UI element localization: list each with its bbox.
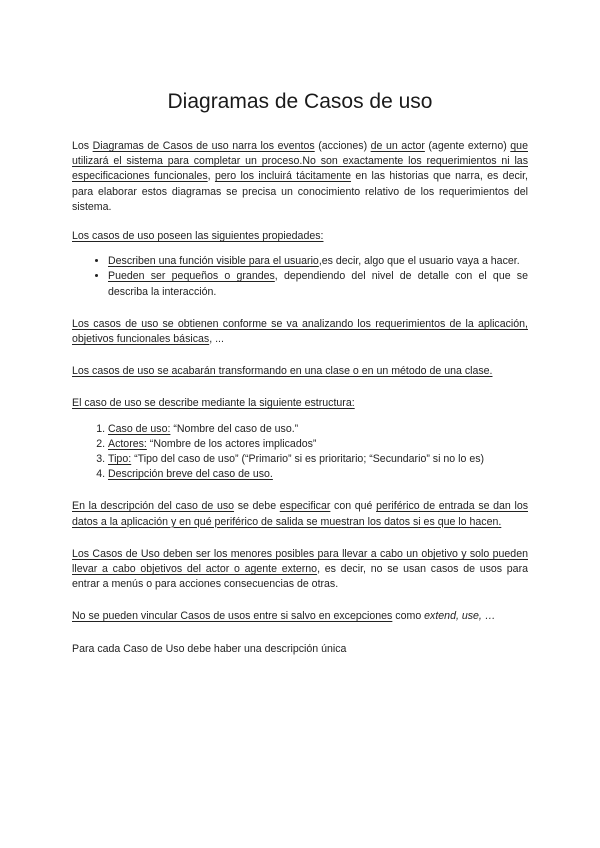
italic-text: extend, use, … bbox=[424, 610, 496, 623]
text-run: se debe bbox=[234, 500, 280, 513]
text-run: , dependiendo del nivel de detalle con el que se describa la interacción. bbox=[108, 270, 528, 298]
underlined-text: especificar bbox=[279, 500, 331, 513]
text-run: Los bbox=[72, 140, 93, 152]
text-run: (agente externo) bbox=[424, 140, 511, 152]
text-run: , bbox=[207, 170, 215, 183]
text-run: como bbox=[392, 610, 425, 623]
underlined-text: En la descripción del caso de uso bbox=[72, 500, 235, 513]
text-run: “Tipo del caso de uso” (“Primario” si es prioritario; “Secundario” si no lo es) bbox=[131, 453, 485, 466]
underlined-text: Los casos de uso se obtienen conforme se va analizando los requerimientos de la aplicación, objetivos funcionales básicas bbox=[72, 317, 528, 346]
link-paragraph bbox=[72, 609, 528, 624]
document-body bbox=[72, 139, 528, 657]
underlined-text: pero los incluirá tácitamente bbox=[214, 170, 352, 183]
underlined-text: Actores: bbox=[108, 437, 147, 450]
underlined-text: que utilizará el sistema para completar un proceso.No son exactamente los requerimientos ni las especificaciones funcionales bbox=[72, 140, 528, 183]
underlined-text: de un actor bbox=[370, 140, 425, 152]
list-item bbox=[108, 467, 528, 482]
text-run: en las historias que narra, es decir, para elaborar estos diagramas se precisa un conocimiento relativo de los requerimientos del sistema. bbox=[72, 170, 528, 213]
underlined-text: Los Casos de Uso deben ser los menores posibles para llevar a cabo un objetivo y solo pueden llevar a cabo objetivos del actor o agente externo bbox=[72, 547, 528, 576]
list-item bbox=[108, 422, 528, 437]
text-run: “Nombre de los actores implicados” bbox=[146, 437, 317, 450]
text-run: con qué bbox=[330, 500, 377, 513]
list-item bbox=[108, 254, 528, 269]
obtain-paragraph bbox=[72, 317, 528, 347]
list-item bbox=[108, 437, 528, 452]
structure-heading bbox=[72, 396, 528, 411]
underlined-text: Los casos de uso se acabarán transformando en una clase o en un método de una clase. bbox=[72, 365, 493, 378]
text-run: “Nombre del caso de uso.” bbox=[170, 422, 299, 435]
list-item bbox=[108, 269, 528, 299]
small-usecases-paragraph bbox=[72, 547, 528, 593]
text-run: , es decir, no se usan casos de usos para entrar a menús o para acciones consecuencias de otras. bbox=[72, 563, 528, 591]
final-paragraph: Para cada Caso de Uso debe haber una descripción única bbox=[72, 642, 347, 655]
underlined-text: El caso de uso se describe mediante la siguiente estructura: bbox=[72, 397, 355, 410]
underlined-text: Diagramas de Casos de uso narra los eventos bbox=[92, 140, 315, 152]
list-item bbox=[108, 452, 528, 467]
properties-list bbox=[72, 254, 528, 300]
text-run: , ... bbox=[209, 333, 224, 346]
underlined-text: Tipo: bbox=[108, 453, 132, 466]
underlined-text: Los casos de uso poseen las siguientes propiedades: bbox=[72, 230, 324, 243]
text-run: (acciones) bbox=[314, 140, 371, 152]
transform-paragraph bbox=[72, 364, 528, 379]
underlined-text: No se pueden vincular Casos de usos entre si salvo en excepciones bbox=[72, 610, 393, 623]
intro-paragraph bbox=[72, 139, 528, 215]
underlined-text: Pueden ser pequeños o grandes bbox=[108, 270, 275, 283]
underlined-text: Descripción breve del caso de uso. bbox=[108, 468, 273, 481]
page-title: Diagramas de Casos de uso bbox=[167, 90, 433, 113]
structure-list bbox=[72, 422, 528, 483]
properties-heading bbox=[72, 229, 528, 244]
underlined-text: periférico de entrada se dan los datos a la aplicación y en qué periférico de salida se muestran los datos si es que lo hacen. bbox=[72, 500, 529, 528]
underlined-text: Caso de uso: bbox=[108, 422, 171, 435]
description-paragraph bbox=[72, 499, 528, 529]
underlined-text: Describen una función visible para el usuario bbox=[108, 255, 319, 268]
text-run: ,es decir, algo que el usuario vaya a hacer. bbox=[318, 255, 520, 268]
